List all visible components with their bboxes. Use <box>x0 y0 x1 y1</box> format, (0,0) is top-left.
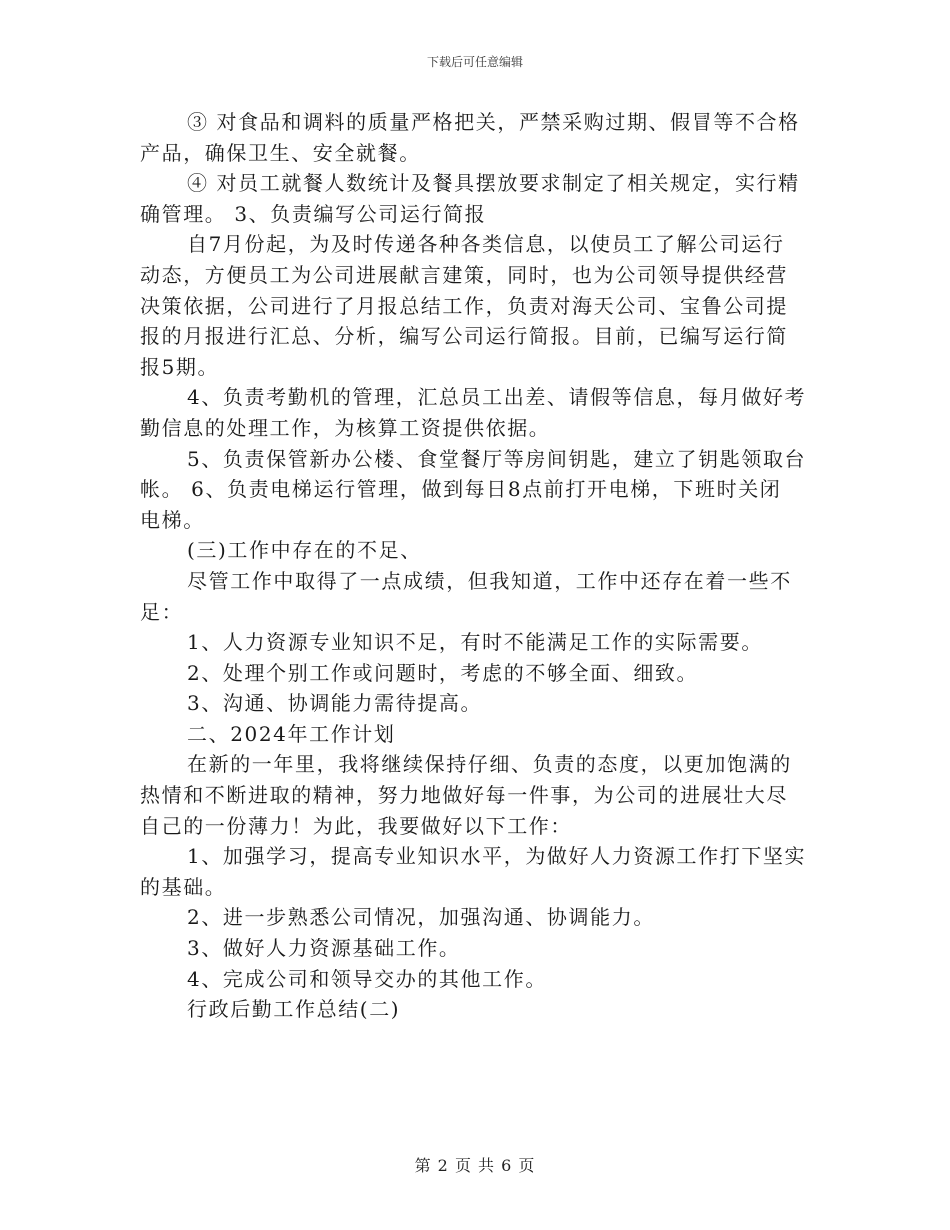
text-line: 热情和不断进取的精神，努力地做好每一件事，为公司的进展壮大尽 <box>140 783 788 808</box>
text-line: 自7月份起，为及时传递各种各类信息，以使员工了解公司运行 <box>187 232 785 257</box>
text-line: 的基础。 <box>140 874 227 899</box>
text-line: 5、负责保管新办公楼、食堂餐厅等房间钥匙，建立了钥匙领取台 <box>187 446 807 471</box>
text-line: 二、2024年工作计划 <box>187 721 396 746</box>
document-body <box>140 107 820 1025</box>
text-line: 1、人力资源专业知识不足，有时不能满足工作的实际需要。 <box>187 630 763 655</box>
text-line: (三)工作中存在的不足、 <box>187 538 422 563</box>
text-line: 帐。 6、负责电梯运行管理，做到每日8点前打开电梯，下班时关闭 <box>140 477 782 502</box>
text-line: 电梯。 <box>140 507 205 532</box>
text-line: 决策依据，公司进行了月报总结工作，负责对海天公司、宝鲁公司提 <box>140 293 788 318</box>
page-header-note: 下载后可任意编辑 <box>426 55 523 69</box>
text-line: 在新的一年里，我将继续保持仔细、负责的态度，以更加饱满的 <box>187 752 792 777</box>
text-line: 足： <box>140 599 184 624</box>
text-line: 2、处理个别工作或问题时，考虑的不够全面、细致。 <box>187 660 699 685</box>
text-line: 3、沟通、协调能力需待提高。 <box>187 691 483 716</box>
text-line: 报5期。 <box>140 354 220 379</box>
text-line: 2、进一步熟悉公司情况，加强沟通、协调能力。 <box>187 905 655 930</box>
text-line: 产品，确保卫生、安全就餐。 <box>140 140 421 165</box>
text-line: 动态，方便员工为公司进展献言建策，同时，也为公司领导提供经营 <box>140 262 788 287</box>
text-line: 自己的一份薄力！为此，我要做好以下工作： <box>140 813 572 838</box>
text-line: 1、加强学习，提高专业知识水平，为做好人力资源工作打下坚实 <box>187 844 807 869</box>
text-line: 勤信息的处理工作，为核算工资提供依据。 <box>140 415 551 440</box>
text-line: ③ 对食品和调料的质量严格把关，严禁采购过期、假冒等不合格 <box>187 110 800 134</box>
text-line: 报的月报进行汇总、分析，编写公司运行简报。目前，已编写运行简 <box>140 324 788 349</box>
text-line: 行政后勤工作总结(二) <box>187 997 401 1022</box>
text-line: 3、做好人力资源基础工作。 <box>187 936 461 961</box>
page-footer: 第 2 页 共 6 页 <box>414 1156 536 1175</box>
text-line: 尽管工作中取得了一点成绩，但我知道，工作中还存在着一些不 <box>187 568 792 593</box>
text-line: ④ 对员工就餐人数统计及餐具摆放要求制定了相关规定，实行精 <box>187 171 800 196</box>
text-line: 确管理。 3、负责编写公司运行简报 <box>140 201 487 226</box>
text-line: 4、负责考勤机的管理，汇总员工出差、请假等信息，每月做好考 <box>187 385 807 410</box>
text-line: 4、完成公司和领导交办的其他工作。 <box>187 966 547 991</box>
